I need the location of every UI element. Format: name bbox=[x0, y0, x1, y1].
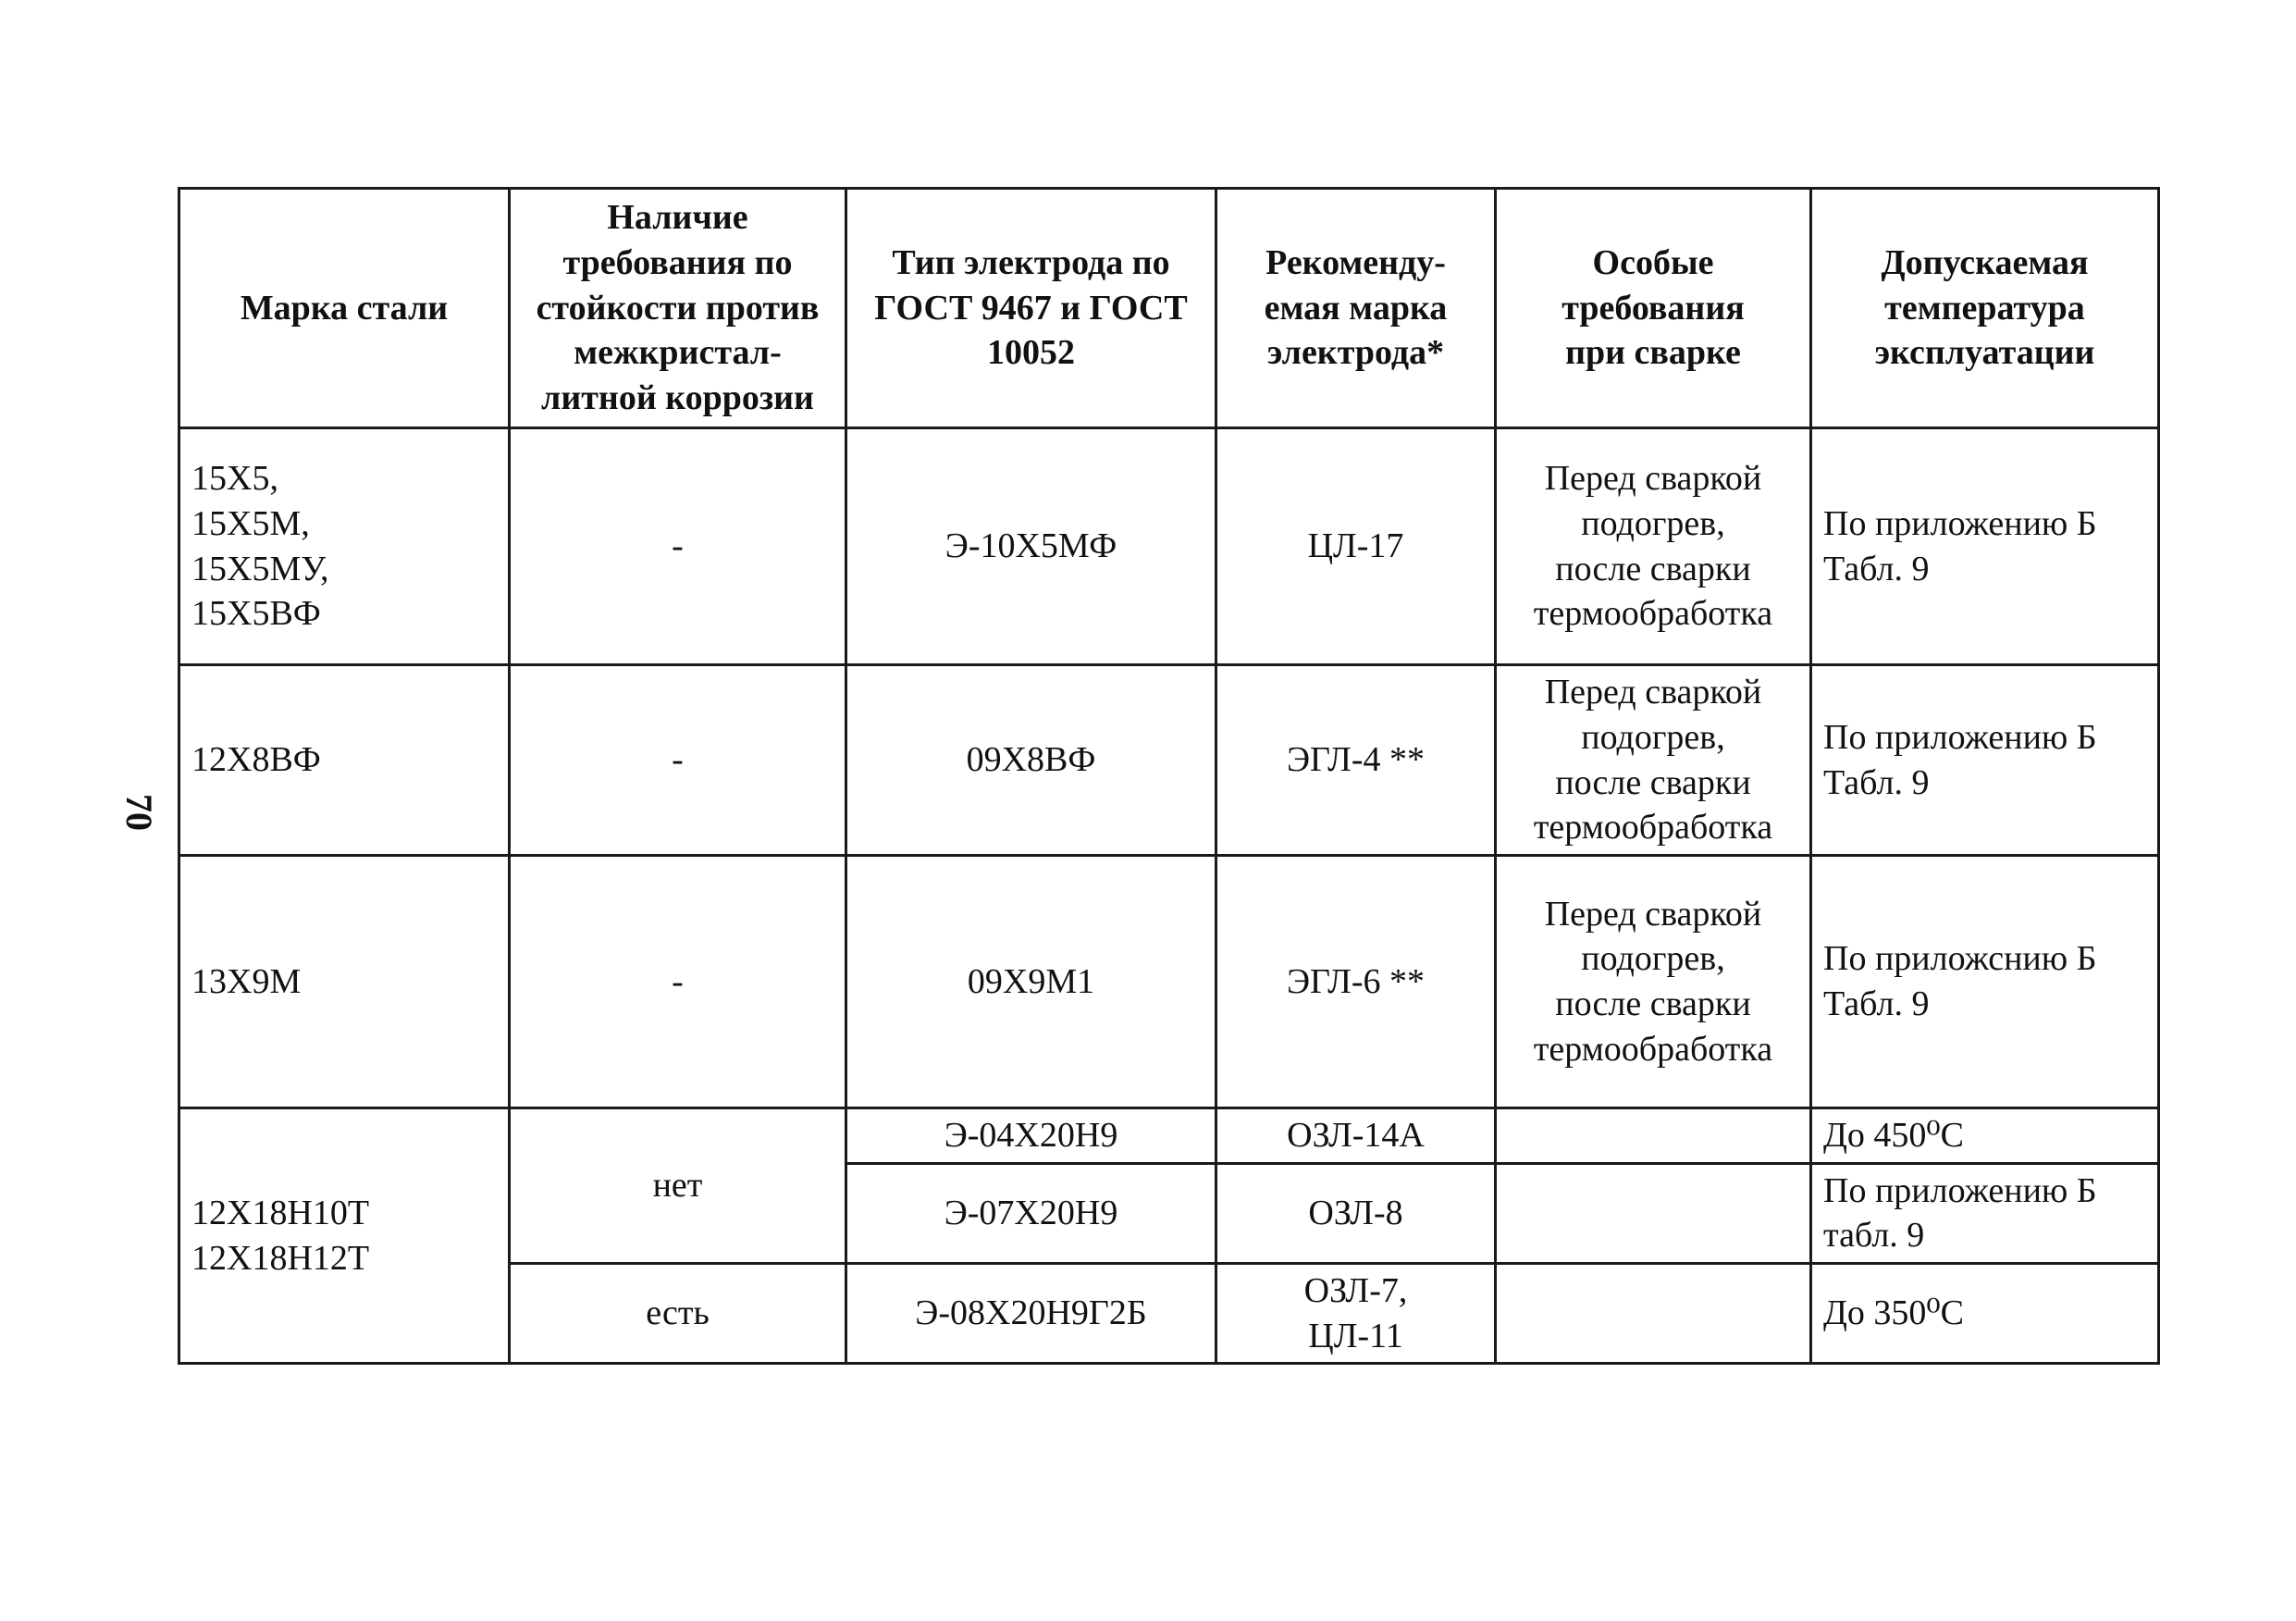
electrode-brand-cell: ОЗЛ-8 bbox=[1216, 1163, 1496, 1263]
temperature-cell: По приложснию Б Табл. 9 bbox=[1811, 856, 2159, 1108]
electrode-type-cell: 09Х8ВФ bbox=[846, 665, 1216, 856]
special-requirements-cell bbox=[1496, 1263, 1811, 1363]
special-requirements-cell: Перед сваркой подогрев, после сварки термообработка bbox=[1496, 665, 1811, 856]
table-row bbox=[179, 665, 2159, 856]
corrosion-cell: нет bbox=[510, 1108, 846, 1264]
corrosion-cell: есть bbox=[510, 1263, 846, 1363]
steel-grade-cell: 15Х5, 15Х5М, 15Х5МУ, 15Х5ВФ bbox=[179, 428, 510, 665]
page-number: 70 bbox=[118, 794, 160, 831]
special-requirements-cell: Перед сваркой подогрев, после сварки термообработка bbox=[1496, 856, 1811, 1108]
header-operating-temperature: Допускаемая температура эксплуатации bbox=[1811, 189, 2159, 428]
steel-electrode-table bbox=[178, 187, 2160, 1365]
electrode-brand-cell: ОЗЛ-14А bbox=[1216, 1108, 1496, 1164]
temperature-cell: До 350⁰С bbox=[1811, 1263, 2159, 1363]
table-row bbox=[179, 856, 2159, 1108]
corrosion-cell: - bbox=[510, 428, 846, 665]
table-row bbox=[179, 1108, 2159, 1164]
steel-grade-cell: 13Х9М bbox=[179, 856, 510, 1108]
electrode-brand-cell: ЦЛ-17 bbox=[1216, 428, 1496, 665]
special-requirements-cell bbox=[1496, 1108, 1811, 1164]
special-requirements-cell bbox=[1496, 1163, 1811, 1263]
corrosion-cell: - bbox=[510, 665, 846, 856]
steel-grade-cell: 12Х8ВФ bbox=[179, 665, 510, 856]
temperature-cell: До 450⁰С bbox=[1811, 1108, 2159, 1164]
electrode-type-cell: Э-08Х20Н9Г2Б bbox=[846, 1263, 1216, 1363]
header-special-requirements: Особые требования при сварке bbox=[1496, 189, 1811, 428]
electrode-brand-cell: ОЗЛ-7, ЦЛ-11 bbox=[1216, 1263, 1496, 1363]
header-steel-grade: Марка стали bbox=[179, 189, 510, 428]
electrode-type-cell: Э-04Х20Н9 bbox=[846, 1108, 1216, 1164]
header-electrode-type: Тип электрода по ГОСТ 9467 и ГОСТ 10052 bbox=[846, 189, 1216, 428]
electrode-type-cell: 09Х9М1 bbox=[846, 856, 1216, 1108]
corrosion-cell: - bbox=[510, 856, 846, 1108]
table-header-row bbox=[179, 189, 2159, 428]
special-requirements-cell: Перед сваркой подогрев, после сварки термообработка bbox=[1496, 428, 1811, 665]
temperature-cell: По приложению Б Табл. 9 bbox=[1811, 428, 2159, 665]
electrode-brand-cell: ЭГЛ-4 ** bbox=[1216, 665, 1496, 856]
temperature-cell: По приложению Б Табл. 9 bbox=[1811, 665, 2159, 856]
temperature-cell: По приложению Б табл. 9 bbox=[1811, 1163, 2159, 1263]
electrode-type-cell: Э-07Х20Н9 bbox=[846, 1163, 1216, 1263]
header-electrode-brand: Рекоменду- емая марка электрода* bbox=[1216, 189, 1496, 428]
header-corrosion-requirement: Наличие требования по стойкости против межкристал- литной коррозии bbox=[510, 189, 846, 428]
steel-grade-cell: 12Х18Н10Т 12Х18Н12Т bbox=[179, 1108, 510, 1364]
electrode-brand-cell: ЭГЛ-6 ** bbox=[1216, 856, 1496, 1108]
table-row bbox=[179, 428, 2159, 665]
electrode-type-cell: Э-10Х5МФ bbox=[846, 428, 1216, 665]
